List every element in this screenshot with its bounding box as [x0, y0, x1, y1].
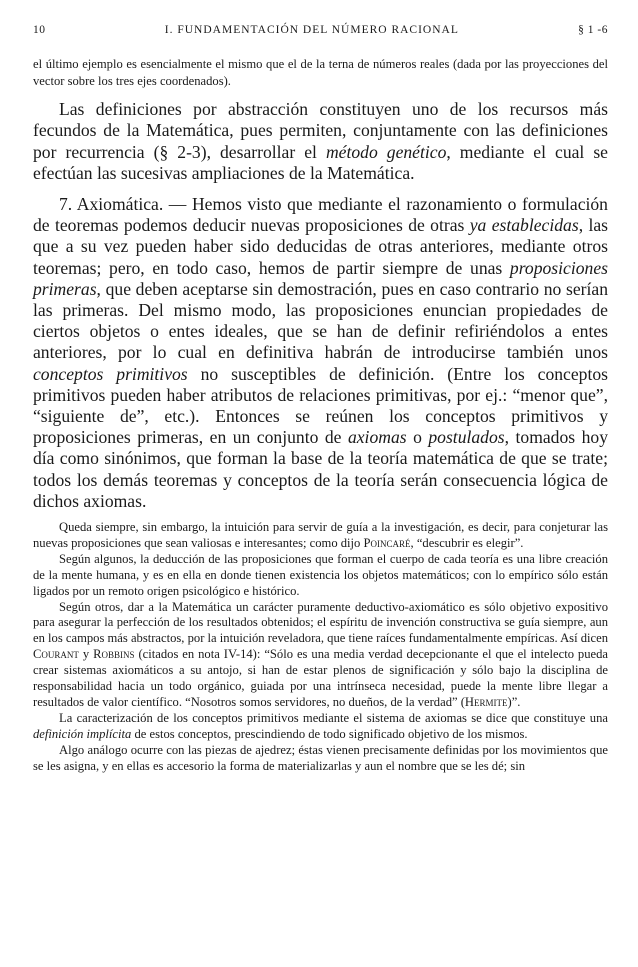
page-number: 10: [33, 24, 46, 36]
chapter-title: I. FUNDAMENTACIÓN DEL NÚMERO RACIONAL: [164, 24, 459, 36]
note-implicit-definition: La caracterización de los conceptos primitivos mediante el sistema de axiomas se dice que constituye una definición implícita de estos conceptos, prescindiendo de todo significado objetivo de los mismos.: [33, 710, 608, 741]
note-free-creation: Según algunos, la deducción de las proposiciones que forman el cuerpo de cada teoría es una libre creación de la mente humana, y es en ella en donde tienen existencia los objetos matemáticos; con lo empírico sólo están ligados por un remoto origen psicológico e histórico.: [33, 551, 608, 598]
note-intuition: Queda siempre, sin embargo, la intuición para servir de guía a la investigación, es decir, para conjeturar las nuevas proposiciones que sean valiosas e interesantes; como dijo Poincaré, “descubrir es elegir”.: [33, 520, 608, 550]
note-deductive: Según otros, dar a la Matemática un carácter puramente deductivo-axiomático es sólo objetivo expositivo para asegurar la perfección de los resultados obtenidos; el espíritu de invención constructiva se guía siempre, aun en los campos más abstractos, por la intuición reveladora, que tiene raíces fundamentalmente empíricas. Así dicen Courant y Robbins (citados en nota IV-14): “Sólo es una media verdad decepcionante el que el intelecto pueda crear sistemas axiomáticos a su antojo, si han de estar plenos de significación y sólo bajo la disciplina de responsabilidad hacia un todo orgánico, guiada por una intrínseca necesidad, puede la mente libre llegar a resultados de valor científico. “Nosotros somos servidores, no dueños, de la verdad” (Hermite)”.: [33, 599, 609, 710]
paragraph-axiomatica: 7. Axiomática. — Hemos visto que mediante el razonamiento o formulación de teoremas podemos deducir nuevas proposiciones de otras ya establecidas, las que a su vez pueden haber sido deducidas de otras anteriores, mediante otros teoremas; pero, en todo caso, hemos de partir siempre de unas proposiciones primeras, que deben aceptarse sin demostración, pues en caso contrario no serían las primeras. Del mismo modo, las proposiciones enuncian propiedades de ciertos objetos o entes ideales, que se han de definir refiriéndolos a entes anteriores, por lo cual en definitiva habrán de introducirse también unos conceptos primitivos no susceptibles de definición. (Entre los conceptos primitivos pueden haber atributos de relaciones primitivas, por ej.: “menor que”, “siguiente de”, etc.). Entonces se reúnen los conceptos primitivos y proposiciones primeras, en un conjunto de axiomas o postulados, tomados hoy día como sinónimos, que forman la base de la teoría matemática de que se trate; todos los demás teoremas y conceptos de la teoría serán consecuencia lógica de dichos axiomas.: [33, 194, 609, 511]
intro-continuation: el último ejemplo es esencialmente el mismo que el de la terna de números reales (dada por las proyecciones del vector sobre los tres ejes coordenados).: [33, 57, 608, 88]
section-number: § 1 -6: [578, 24, 608, 36]
note-chess: Algo análogo ocurre con las piezas de ajedrez; éstas vienen precisamente definidas por los movimientos que se les asigna, y en ellas es accesorio la forma de materializarlas y aun el nombre que se les dé; sin: [33, 742, 608, 773]
paragraph-definitions: Las definiciones por abstracción constituyen uno de los recursos más fecundos de la Matemática, pues permiten, conjuntamente con las definiciones por recurrencia (§ 2-3), desarrollar el método genético, mediante el cual se efectúan las sucesivas ampliaciones de la Matemática.: [33, 99, 608, 183]
section-heading: 7. Axiomática. —: [59, 194, 192, 214]
running-header: [33, 24, 608, 44]
